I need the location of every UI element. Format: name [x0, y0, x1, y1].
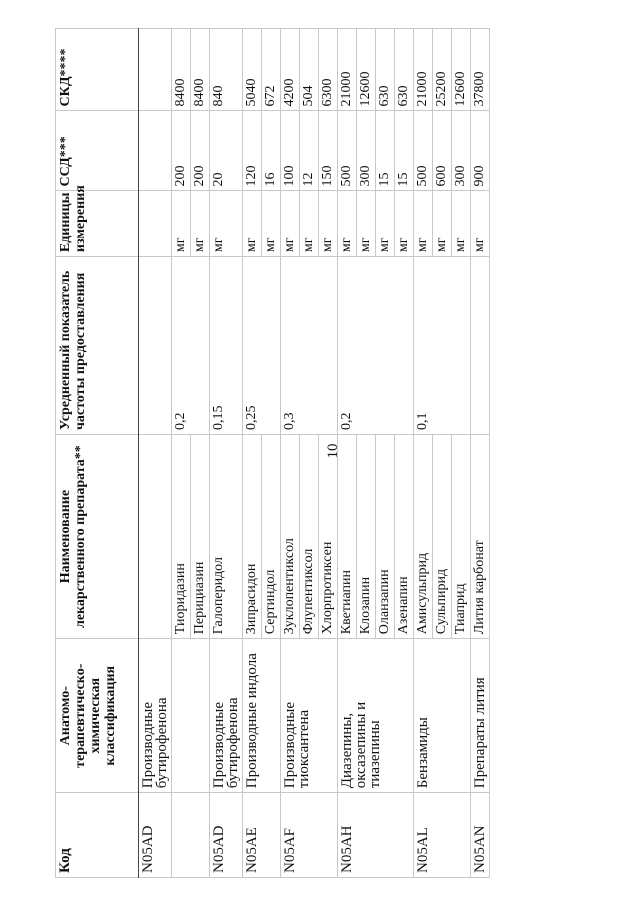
cell-ssd: 500 [338, 111, 357, 191]
cell-atc [172, 639, 210, 793]
cell-drug-name: Тиоридазин [172, 435, 191, 639]
table-row [338, 29, 357, 878]
cell-drug-name: Азенапин [395, 435, 414, 639]
cell-atc: Препараты лития [471, 639, 490, 793]
cell-atc: Диазепины, оксазепины и тиазепины [338, 639, 414, 793]
header-unit: Единицы измерения [56, 191, 139, 257]
cell-frequency: 0,2 [338, 257, 414, 435]
table-row [210, 29, 243, 878]
cell-code: N05AD [139, 793, 172, 878]
cell-drug-name: Сульпирид [433, 435, 452, 639]
table-row [471, 29, 490, 878]
cell-skd: 25200 [433, 29, 452, 111]
cell-atc: Производные индола [243, 639, 281, 793]
cell-ssd: 200 [191, 111, 210, 191]
cell-ssd: 100 [281, 111, 300, 191]
cell-drug-name: Лития карбонат [471, 435, 490, 639]
header-skd: СКД**** [56, 29, 139, 111]
cell-frequency: 0,15 [210, 257, 243, 435]
cell-code: N05AE [243, 793, 281, 878]
cell-drug-name: Хлорпротиксен [319, 435, 338, 639]
cell-atc: Бензамиды [414, 639, 471, 793]
cell-ssd: 120 [243, 111, 262, 191]
cell-frequency [139, 257, 172, 435]
cell-unit: мг [357, 191, 376, 257]
cell-code: N05AF [281, 793, 338, 878]
cell-unit: мг [300, 191, 319, 257]
cell-skd: 630 [376, 29, 395, 111]
cell-frequency: 0,2 [172, 257, 210, 435]
cell-unit: мг [319, 191, 338, 257]
cell-skd: 12600 [452, 29, 471, 111]
cell-drug-name: Оланзапин [376, 435, 395, 639]
drug-table [55, 28, 490, 878]
cell-ssd: 300 [357, 111, 376, 191]
cell-ssd: 15 [395, 111, 414, 191]
cell-frequency: 0,25 [243, 257, 281, 435]
cell-skd: 672 [262, 29, 281, 111]
cell-drug-name: Флупентиксол [300, 435, 319, 639]
cell-drug-name: Зипрасидон [243, 435, 262, 639]
cell-code: N05AH [338, 793, 414, 878]
table-row [172, 29, 191, 878]
cell-drug-name [139, 435, 172, 639]
cell-unit: мг [376, 191, 395, 257]
cell-ssd: 20 [210, 111, 243, 191]
table-row [281, 29, 300, 878]
cell-code: N05AN [471, 793, 490, 878]
cell-unit: мг [172, 191, 191, 257]
header-code: Код [56, 793, 139, 878]
cell-code [172, 793, 210, 878]
cell-skd: 12600 [357, 29, 376, 111]
table-header-row [56, 29, 139, 878]
cell-skd: 37800 [471, 29, 490, 111]
cell-unit: мг [210, 191, 243, 257]
table-row [414, 29, 433, 878]
cell-drug-name: Галоперидол [210, 435, 243, 639]
cell-atc: Производные тиоксантена [281, 639, 338, 793]
cell-atc: Производные бутирофенона [139, 639, 172, 793]
cell-frequency: 0,3 [281, 257, 338, 435]
cell-drug-name: Сертиндол [262, 435, 281, 639]
cell-frequency [471, 257, 490, 435]
cell-ssd: 15 [376, 111, 395, 191]
cell-unit: мг [338, 191, 357, 257]
table-row [243, 29, 262, 878]
cell-skd: 6300 [319, 29, 338, 111]
cell-ssd: 500 [414, 111, 433, 191]
cell-skd: 8400 [172, 29, 191, 111]
header-frequency: Усредненный показатель частоты предоставления [56, 257, 139, 435]
cell-skd: 21000 [338, 29, 357, 111]
cell-ssd: 900 [471, 111, 490, 191]
cell-ssd: 200 [172, 111, 191, 191]
cell-skd: 8400 [191, 29, 210, 111]
cell-unit: мг [281, 191, 300, 257]
cell-unit: мг [191, 191, 210, 257]
cell-drug-name: Амисульприд [414, 435, 433, 639]
table-row [139, 29, 172, 878]
cell-code: N05AD [210, 793, 243, 878]
cell-unit: мг [395, 191, 414, 257]
cell-unit: мг [414, 191, 433, 257]
cell-unit: мг [243, 191, 262, 257]
cell-drug-name: Зуклопентиксол [281, 435, 300, 639]
table-body [139, 29, 490, 878]
cell-ssd: 16 [262, 111, 281, 191]
header-ssd: ССД*** [56, 111, 139, 191]
cell-atc: Производные бутирофенона [210, 639, 243, 793]
rotated-table-wrapper [55, 28, 640, 878]
cell-ssd [139, 111, 172, 191]
header-drug-name: Наименование лекарственного препарата** [56, 435, 139, 639]
cell-ssd: 300 [452, 111, 471, 191]
cell-skd: 4200 [281, 29, 300, 111]
cell-skd: 21000 [414, 29, 433, 111]
cell-skd: 630 [395, 29, 414, 111]
cell-unit: мг [433, 191, 452, 257]
cell-skd: 504 [300, 29, 319, 111]
cell-ssd: 600 [433, 111, 452, 191]
cell-unit: мг [452, 191, 471, 257]
cell-unit: мг [262, 191, 281, 257]
cell-code: N05AL [414, 793, 471, 878]
cell-unit: мг [471, 191, 490, 257]
cell-ssd: 150 [319, 111, 338, 191]
cell-skd: 840 [210, 29, 243, 111]
cell-frequency: 0,1 [414, 257, 471, 435]
cell-drug-name: Перициазин [191, 435, 210, 639]
cell-ssd: 12 [300, 111, 319, 191]
cell-drug-name: Кветиапин [338, 435, 357, 639]
header-atc-classification: Анатомо-терапевтическо-химическая классификация [56, 639, 139, 793]
cell-drug-name: Тиаприд [452, 435, 471, 639]
page-number: 10 [325, 443, 341, 459]
cell-skd: 5040 [243, 29, 262, 111]
cell-skd [139, 29, 172, 111]
cell-drug-name: Клозапин [357, 435, 376, 639]
cell-unit [139, 191, 172, 257]
